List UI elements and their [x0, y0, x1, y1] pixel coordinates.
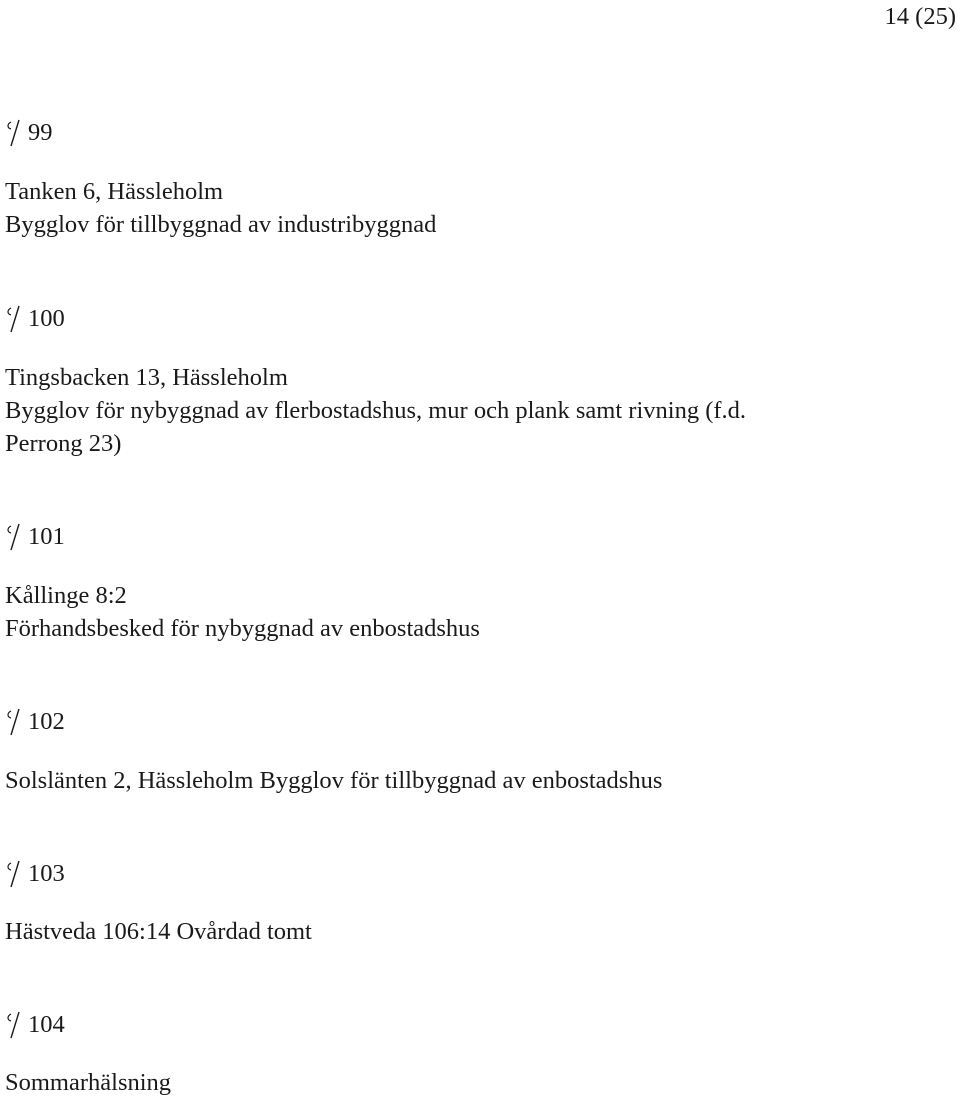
- section-heading: [5, 857, 65, 890]
- section-heading: [5, 520, 65, 553]
- section-number: 99: [28, 119, 53, 146]
- section-line: Förhandsbesked för nybyggnad av enbostadshus: [5, 615, 480, 642]
- section-body: [5, 361, 746, 460]
- section-line: Bygglov för nybyggnad av flerbostadshus, mur och plank samt rivning (f.d.: [5, 397, 747, 424]
- section-sign-icon: [5, 304, 25, 332]
- section-body: [5, 579, 480, 645]
- section-line: Tingsbacken 13, Hässleholm: [5, 364, 288, 391]
- section-line: Perrong 23): [5, 430, 122, 457]
- page-number: 14 (25): [884, 3, 956, 30]
- section-line: Solslänten 2, Hässleholm Bygglov för tillbyggnad av enbostadshus: [5, 767, 663, 794]
- section-heading: [5, 116, 53, 149]
- section-number: 100: [28, 305, 65, 332]
- section-heading: [5, 302, 65, 335]
- section-line: Hästveda 106:14 Ovårdad tomt: [5, 918, 312, 945]
- section-line: Sommarhälsning: [5, 1069, 172, 1096]
- section-body: [5, 175, 436, 241]
- section-body: [5, 1066, 171, 1099]
- section-body: [5, 764, 662, 797]
- section-heading: [5, 705, 65, 738]
- section-number: 102: [28, 708, 65, 735]
- section-number: 101: [28, 523, 65, 550]
- section-sign-icon: [5, 118, 25, 146]
- section-sign-icon: [5, 522, 25, 550]
- section-sign-icon: [5, 859, 25, 887]
- section-number: 103: [28, 860, 65, 887]
- section-sign-icon: [5, 1010, 25, 1038]
- section-sign-icon: [5, 707, 25, 735]
- section-line: Bygglov för tillbyggnad av industribyggnad: [5, 211, 437, 238]
- section-line: Tanken 6, Hässleholm: [5, 178, 224, 205]
- section-body: [5, 915, 312, 948]
- section-number: 104: [28, 1011, 65, 1038]
- section-heading: [5, 1008, 65, 1041]
- section-line: Kållinge 8:2: [5, 582, 127, 609]
